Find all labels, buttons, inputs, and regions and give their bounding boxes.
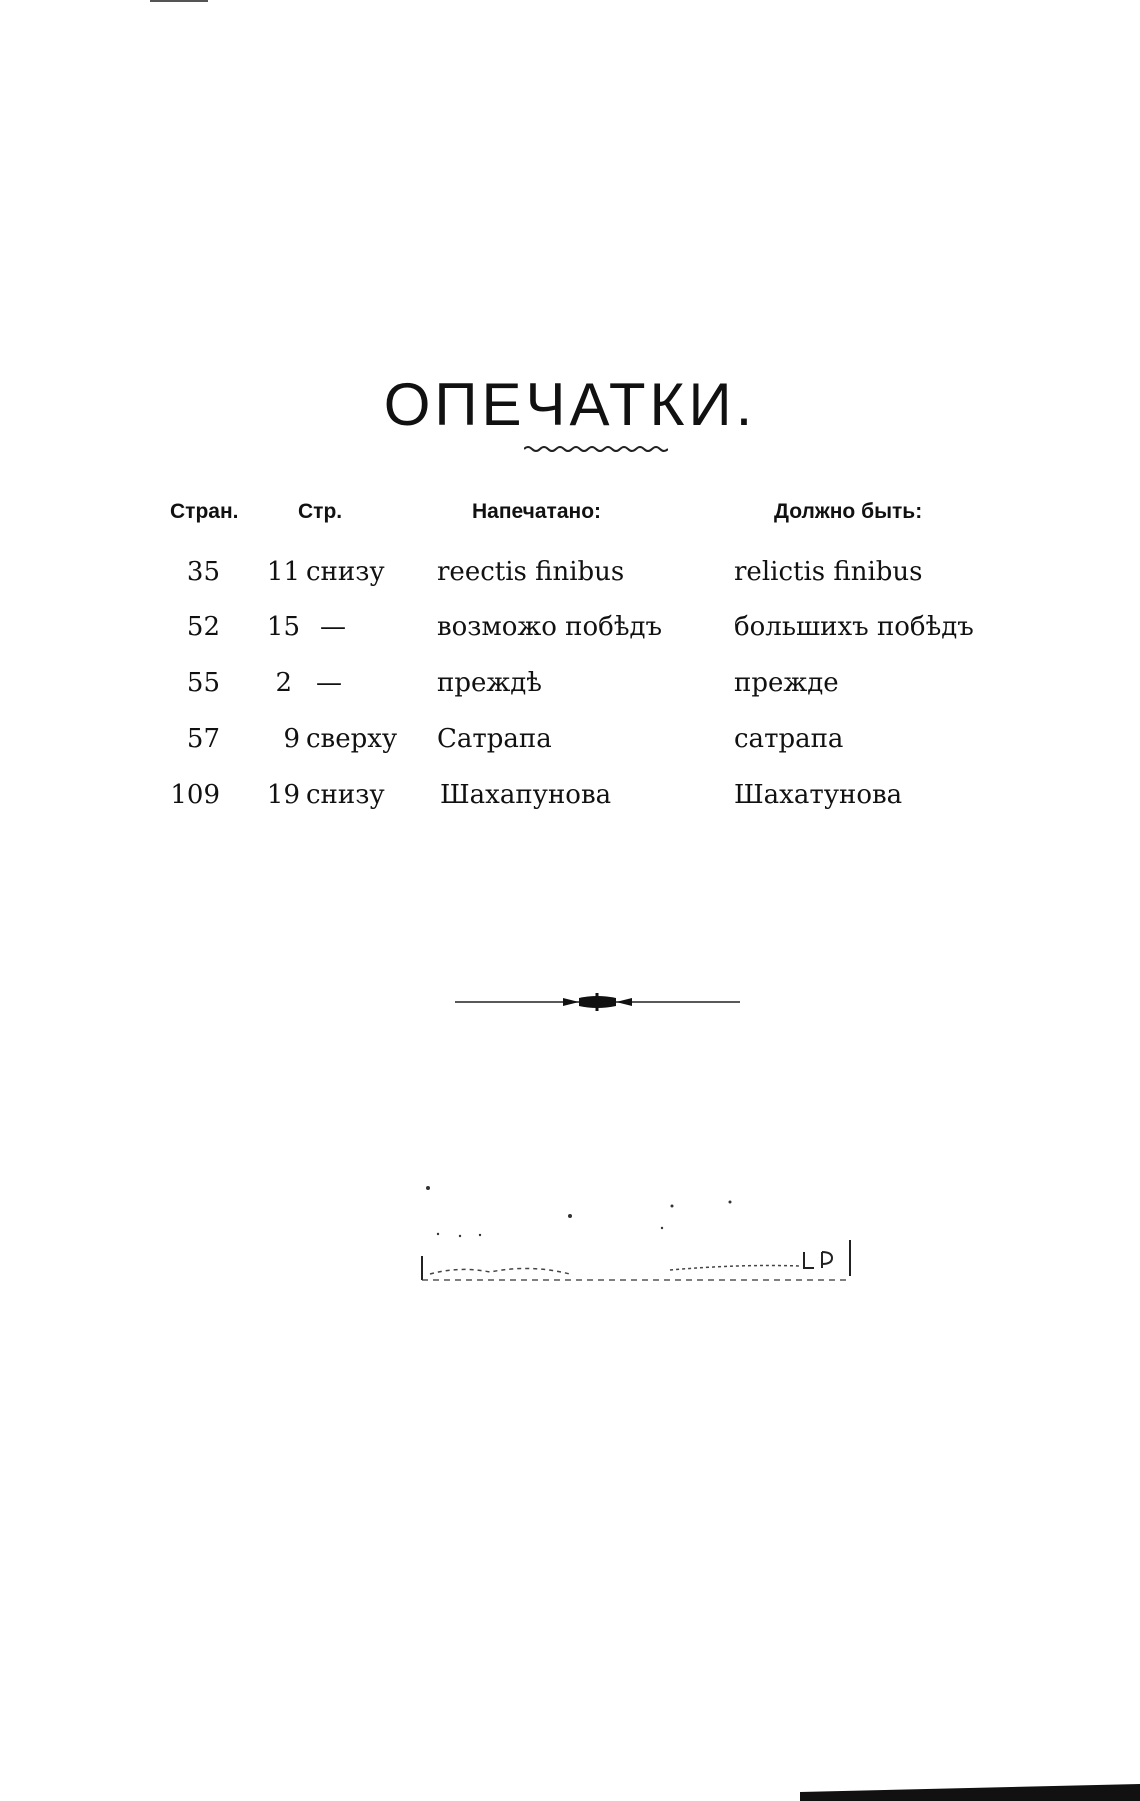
row-line: 11 bbox=[266, 557, 300, 587]
row-page: 52 bbox=[186, 612, 220, 642]
row-line: 19 bbox=[266, 780, 300, 810]
row-printed: Шахапунова bbox=[440, 780, 612, 810]
row-line: 9 bbox=[283, 724, 300, 754]
errata-header-row bbox=[0, 500, 1140, 540]
row-line: 15 bbox=[266, 612, 300, 642]
page-title: ОПЕЧАТКИ. bbox=[383, 371, 757, 439]
header-correct: Должно быть: bbox=[774, 500, 923, 523]
library-stamp-faint bbox=[420, 1180, 860, 1300]
row-printed: преждѣ bbox=[437, 668, 542, 698]
row-printed: reectis finibus bbox=[437, 557, 625, 587]
row-correct: большихъ побѣдъ bbox=[734, 612, 974, 642]
table-row bbox=[0, 557, 1140, 597]
header-page: Стран. bbox=[170, 500, 239, 523]
row-correct: Шахатунова bbox=[734, 780, 903, 810]
row-position: — bbox=[316, 668, 342, 698]
row-printed: возможо побѣдъ bbox=[437, 612, 663, 642]
row-page: 109 bbox=[170, 780, 220, 810]
closing-flourish-ornament bbox=[455, 990, 740, 1014]
row-printed: Сатрапа bbox=[437, 724, 552, 754]
row-position: — bbox=[320, 612, 346, 642]
top-edge-rule bbox=[150, 0, 208, 2]
table-row bbox=[0, 612, 1140, 652]
wavy-rule-ornament bbox=[524, 443, 668, 455]
row-correct: relictis finibus bbox=[734, 557, 923, 587]
scan-edge-shadow bbox=[800, 1778, 1140, 1801]
table-row bbox=[0, 724, 1140, 764]
row-page: 57 bbox=[186, 724, 220, 754]
header-line: Стр. bbox=[298, 500, 343, 523]
row-page: 55 bbox=[186, 668, 220, 698]
table-row bbox=[0, 780, 1140, 820]
table-row bbox=[0, 668, 1140, 708]
row-position: снизу bbox=[306, 557, 385, 587]
header-printed: Напечатано: bbox=[472, 500, 602, 523]
row-position: снизу bbox=[306, 780, 385, 810]
row-correct: сатрапа bbox=[734, 724, 844, 754]
row-page: 35 bbox=[186, 557, 220, 587]
row-line: 2 bbox=[275, 668, 292, 698]
row-position: сверху bbox=[306, 724, 398, 754]
row-correct: прежде bbox=[734, 668, 839, 698]
